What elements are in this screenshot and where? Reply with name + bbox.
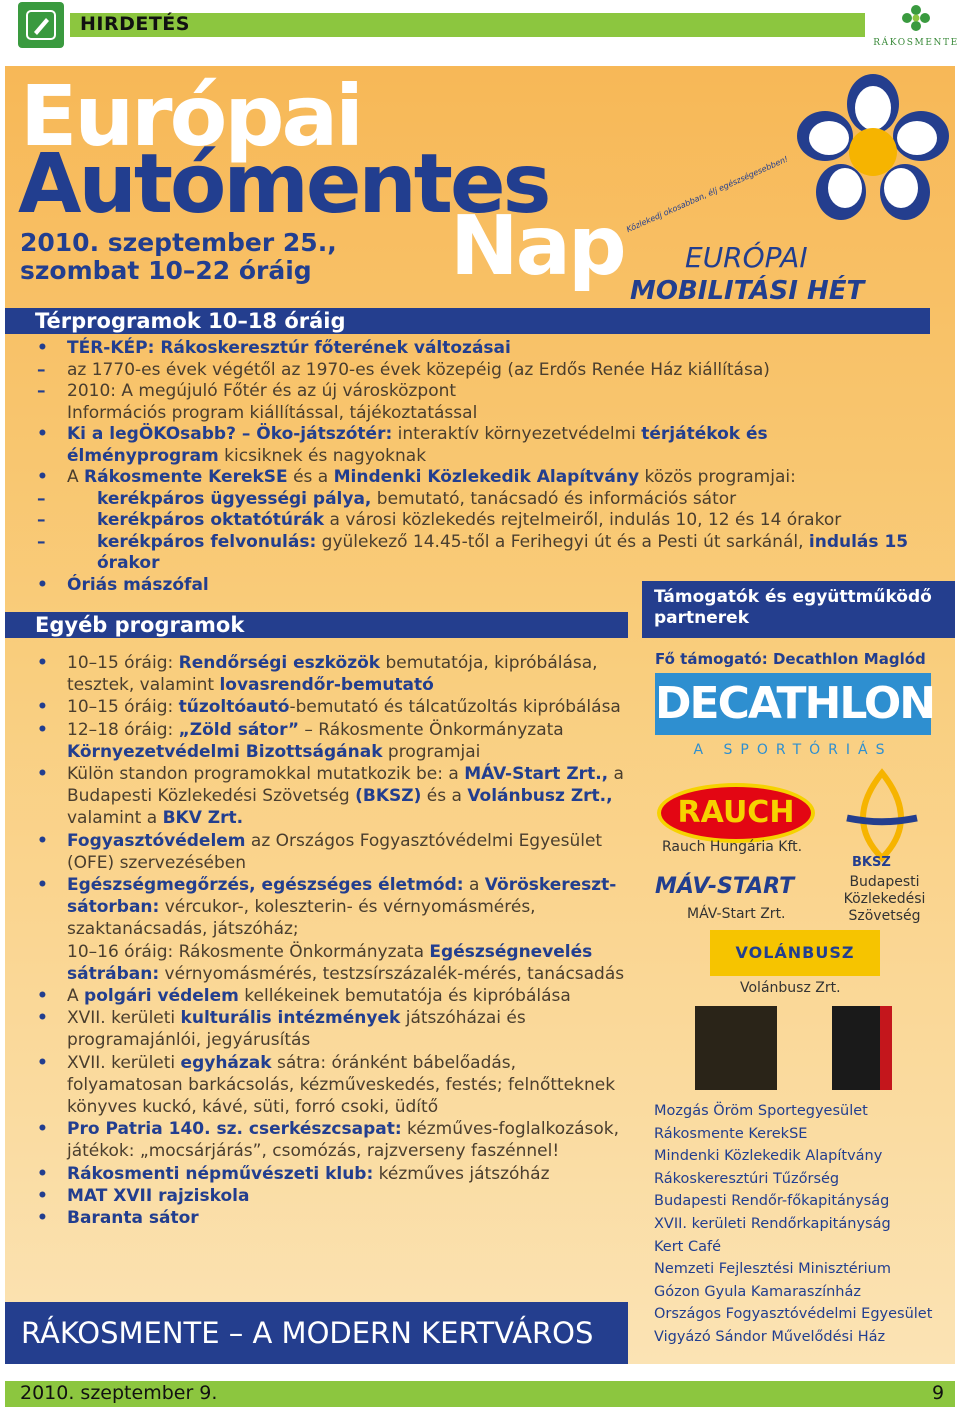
poster-title-line2: Autómentes xyxy=(18,137,549,232)
program-text: A xyxy=(67,467,85,487)
program-text: közös programjai: xyxy=(639,467,796,487)
program-text: Rákosmenti népművészeti klub: xyxy=(67,1163,374,1184)
program-item xyxy=(35,510,925,532)
program-item xyxy=(35,1207,635,1229)
rauch-logo: RAUCH xyxy=(657,783,815,843)
program-text: Egészségnevelés sátrában: xyxy=(67,941,593,984)
program-text: a xyxy=(463,875,485,896)
program-text: Fogyasztóvédelem xyxy=(67,830,246,851)
issue-date: 2010. szeptember 9. xyxy=(20,1382,218,1404)
mav-start-caption: MÁV-Start Zrt. xyxy=(687,906,786,922)
program-text: kézműves-foglalkozások, játékok: „mocsárjárás”, csomózás, rajzverseny faszénnel! xyxy=(67,1119,620,1162)
program-text: az Országos Fogyasztóvédelmi Egyesület (OFE) szervezésében xyxy=(67,830,603,873)
program-text: vércukor-, koleszterin- és vérnyomásmérés, szaktanácsadás, játszóház; xyxy=(67,897,536,940)
program-text: a Budapesti Közlekedési Szövetség xyxy=(67,764,624,807)
program-text: kézműves játszóház xyxy=(373,1163,550,1184)
program-text: a városi közlekedés rejtelmeiről, indulás 10, 12 és 14 órakor xyxy=(324,510,842,530)
partner-item: Gózon Gyula Kamaraszínház xyxy=(654,1283,861,1300)
program-text: Rákosmente KerekSE xyxy=(84,467,288,487)
program-text: sátra: óránként bábelőadás, folyamatosan barkácsolás, kézműveskedés, festés; felnőtteknek könyves kuckó, kávé, süti, forró csoki, üdítő xyxy=(67,1052,616,1118)
gozon-gyula-logo xyxy=(832,1006,892,1090)
partners-list xyxy=(654,1100,932,1349)
program-text: TÉR-KÉP: Rákoskeresztúr főterének változásai xyxy=(67,338,511,358)
program-text: gyülekező 14.45-től a Ferihegyi út és a Pesti út sarkánál, xyxy=(316,531,809,552)
poster-title-line1: Európai xyxy=(20,67,361,165)
section1-heading: Térprogramok 10–18 óráig xyxy=(5,308,930,334)
program-text: Ki a legÖKOsabb? – Öko-játszótér: xyxy=(67,424,393,444)
program-text: (BKSZ) xyxy=(355,786,422,807)
program-item xyxy=(35,403,925,425)
program-text: egyházak xyxy=(180,1052,272,1073)
program-item xyxy=(35,763,635,830)
mobility-slogan: Közlekedj okosabban, élj egészségesebben! xyxy=(625,154,790,235)
program-item xyxy=(35,1185,635,1207)
poster-title-line3: Nap xyxy=(450,199,624,294)
program-text: Egészségmegőrzés, egészséges életmód: xyxy=(67,875,464,896)
program-text: 2010: A megújuló Főtér és az új városközpont xyxy=(67,381,457,401)
partner-item: Budapesti Rendőr-főkapitányság xyxy=(654,1193,890,1210)
program-text: – Rákosmente Önkormányzata xyxy=(299,719,564,740)
volanbusz-caption: Volánbusz Zrt. xyxy=(740,980,841,996)
program-text: kerékpáros felvonulás: xyxy=(97,531,317,552)
page-number: 9 xyxy=(932,1382,945,1404)
program-text: Volánbusz Zrt., xyxy=(467,786,613,807)
program-text: Információs program kiállítással, tájékoztatással xyxy=(67,402,478,423)
sponsors-heading: Támogatók és együttműködő partnerek xyxy=(642,581,955,638)
program-text: vérnyomásmérés, testzsírszázalék-mérés, tanácsadás xyxy=(159,963,625,984)
program-text: lovasrendőr-bemutató xyxy=(219,675,434,696)
program-text: kerékpáros ügyességi pálya, xyxy=(97,488,372,509)
poster-date-line1: 2010. szeptember 25., xyxy=(20,228,337,257)
program-text: az 1770-es évek végétől az 1970-es évek közepéig (az Erdős Renée Ház kiállítása) xyxy=(67,359,770,380)
page-section-title: HIRDETÉS xyxy=(80,13,190,35)
program-item xyxy=(35,719,635,763)
program-item xyxy=(35,830,635,874)
poster xyxy=(5,66,955,1364)
bksz-logo-icon xyxy=(832,768,932,868)
program-item xyxy=(35,652,635,696)
partner-item: Kert Café xyxy=(654,1238,721,1255)
program-text: kerékpáros oktatótúrák xyxy=(97,510,325,530)
program-item xyxy=(35,489,925,511)
program-text: bemutatója, kipróbálása, tesztek, valamint xyxy=(67,653,598,696)
mobility-week-line1: EURÓPAI xyxy=(685,241,808,274)
partner-item: Országos Fogyasztóvédelmi Egyesület xyxy=(654,1306,933,1323)
program-item xyxy=(35,1052,635,1119)
vigyazo-sandor-logo xyxy=(695,1006,777,1090)
decathlon-logo: DECATHLON xyxy=(655,673,931,735)
program-item xyxy=(35,467,925,489)
program-text: térjátékok és élményprogram xyxy=(67,424,768,466)
section2-list xyxy=(35,652,635,1229)
program-item xyxy=(35,381,925,403)
poster-slogan: RÁKOSMENTE – A MODERN KERTVÁROS xyxy=(5,1302,628,1364)
program-item xyxy=(35,1163,635,1185)
program-text: játszóházai és programajánlói, jegyárusítás xyxy=(67,1008,526,1051)
section1-list xyxy=(35,338,925,596)
partner-item: Mindenki Közlekedik Alapítvány xyxy=(654,1148,883,1165)
program-item xyxy=(35,985,635,1007)
program-text: MÁV-Start Zrt., xyxy=(464,764,609,785)
program-text: Óriás mászófal xyxy=(67,574,209,595)
program-text: programjai xyxy=(382,741,481,762)
program-item xyxy=(35,360,925,382)
poster-date-line2: szombat 10–22 óráig xyxy=(20,256,312,285)
program-text: 12–18 óráig: xyxy=(67,719,179,740)
program-text: valamint a xyxy=(67,808,163,829)
main-sponsor-label: Fő támogató: Decathlon Maglód xyxy=(655,650,926,668)
program-text: polgári védelem xyxy=(84,986,239,1007)
brand-name: RÁKOSMENTE xyxy=(873,38,959,48)
mobility-week-flower-icon xyxy=(793,74,953,234)
volanbusz-logo: VOLÁNBUSZ xyxy=(710,930,880,976)
mobility-week-line2: MOBILITÁSI HÉT xyxy=(630,276,865,306)
program-text: Pro Patria 140. sz. cserkészcsapat: xyxy=(67,1119,402,1140)
program-text: Rendőrségi eszközök xyxy=(178,653,381,673)
mav-start-logo: MÁV-START xyxy=(655,874,795,899)
partner-item: Mozgás Öröm Sportegyesület xyxy=(654,1103,868,1119)
rakosmente-flower-icon xyxy=(896,2,936,34)
program-item xyxy=(35,1118,635,1162)
program-text: kulturális intézmények xyxy=(180,1008,401,1029)
program-text: BKV Zrt. xyxy=(162,808,244,829)
program-text: kicsiknek és nagyoknak xyxy=(218,445,427,466)
partner-item: Rákosmente KerekSE xyxy=(654,1125,808,1142)
program-text: A xyxy=(67,986,85,1007)
rakosmente-logo xyxy=(872,2,960,50)
program-text: Vöröskereszt-sátorban: xyxy=(67,875,617,918)
program-item xyxy=(35,532,925,575)
section2-heading: Egyéb programok xyxy=(5,612,628,638)
program-text: tűzoltóautó xyxy=(178,697,290,718)
program-item xyxy=(35,941,635,985)
sponsors-panel xyxy=(642,638,955,1364)
program-text: és a xyxy=(421,786,468,807)
program-text: bemutató, tanácsadó és információs sátor xyxy=(371,488,737,509)
program-text: 10–16 óráig: Rákosmente Önkormányzata xyxy=(67,941,430,962)
program-text: 10–15 óráig: xyxy=(67,653,179,673)
program-item xyxy=(35,696,635,718)
partner-item: Rákoskeresztúri Tűzőrség xyxy=(654,1170,840,1187)
hirdetes-logo xyxy=(18,2,64,48)
program-text: MAT XVII rajziskola xyxy=(67,1185,250,1206)
program-text: Baranta sátor xyxy=(67,1208,199,1229)
partner-item: Nemzeti Fejlesztési Minisztérium xyxy=(654,1261,891,1278)
program-text: és a xyxy=(287,467,334,487)
program-text: Környezetvédelmi Bizottságának xyxy=(67,741,383,762)
partner-item: XVII. kerületi Rendőrkapitányság xyxy=(654,1215,891,1232)
program-text: XVII. kerületi xyxy=(67,1052,181,1073)
program-text: kellékeinek bemutatója és kipróbálása xyxy=(238,986,571,1007)
program-item xyxy=(35,424,925,467)
program-text: interaktív környezetvédelmi xyxy=(392,424,642,444)
bksz-caption: Budapesti Közlekedési Szövetség xyxy=(843,874,926,924)
program-text: 10–15 óráig: xyxy=(67,697,179,718)
program-text: Mindenki Közlekedik Alapítvány xyxy=(333,467,640,487)
decathlon-tagline: A SPORTÓRIÁS xyxy=(693,742,893,758)
program-item xyxy=(35,1007,635,1051)
bksz-logo-text: BKSZ xyxy=(852,855,891,868)
program-text: indulás 15 órakor xyxy=(97,531,909,573)
program-item xyxy=(35,338,925,360)
program-text: -bemutató és tálcatűzoltás kipróbálása xyxy=(289,697,621,718)
program-text: „Zöld sátor” xyxy=(178,719,299,740)
program-text: XVII. kerületi xyxy=(67,1008,181,1029)
rauch-caption: Rauch Hungária Kft. xyxy=(662,839,803,855)
partner-item: Vigyázó Sándor Művelődési Ház xyxy=(654,1328,886,1345)
pencil-icon xyxy=(25,9,57,41)
program-item xyxy=(35,874,635,941)
program-text: Külön standon programokkal mutatkozik be: a xyxy=(67,764,465,785)
